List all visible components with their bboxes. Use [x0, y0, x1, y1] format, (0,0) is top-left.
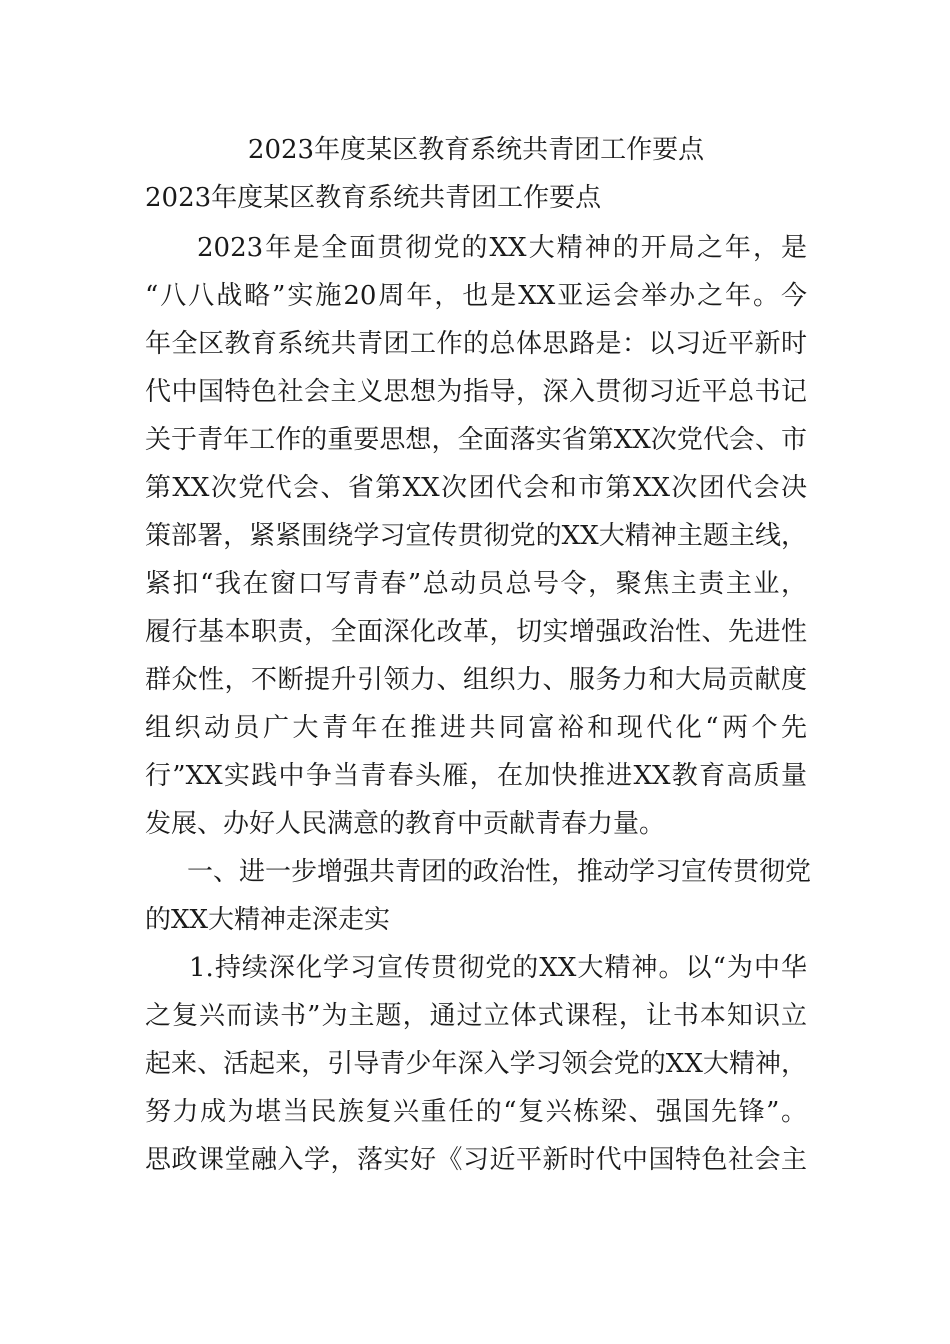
- paragraph-line: 群众性，不断提升引领力、组织力、服务力和大局贡献度: [145, 665, 807, 695]
- paragraph-line: “八八战略”实施20周年，也是XX亚运会举办之年。今: [145, 281, 807, 311]
- item-1-paragraph: [145, 944, 807, 1184]
- paragraph-line: 2023年是全面贯彻党的XX大精神的开局之年，是: [197, 233, 807, 263]
- intro-paragraph: [145, 224, 807, 848]
- paragraph-line: 策部署，紧紧围绕学习宣传贯彻党的XX大精神主题主线，: [145, 521, 807, 551]
- document-title: 2023年度某区教育系统共青团工作要点: [247, 135, 705, 165]
- heading-line: 的XX大精神走深走实: [145, 905, 391, 935]
- document-subtitle: 2023年度某区教育系统共青团工作要点: [145, 183, 602, 213]
- paragraph-line: 关于青年工作的重要思想，全面落实省第XX次党代会、市: [145, 425, 807, 455]
- paragraph-line: 思政课堂融入学，落实好《习近平新时代中国特色社会主: [145, 1145, 807, 1175]
- paragraph-line: 发展、办好人民满意的教育中贡献青春力量。: [145, 809, 666, 839]
- paragraph-line: 履行基本职责，全面深化改革，切实增强政治性、先进性: [145, 617, 807, 647]
- document-page: [145, 128, 812, 1184]
- paragraph-line: 起来、活起来，引导青少年深入学习领会党的XX大精神，: [145, 1049, 807, 1079]
- paragraph-line: 努力成为堪当民族复兴重任的“复兴栋梁、强国先锋”。: [145, 1097, 807, 1127]
- paragraph-line: 之复兴而读书”为主题，通过立体式课程，让书本知识立: [145, 1001, 807, 1031]
- paragraph-line: 代中国特色社会主义思想为指导，深入贯彻习近平总书记: [145, 377, 807, 407]
- paragraph-line: 第XX次党代会、省第XX次团代会和市第XX次团代会决: [145, 473, 807, 503]
- heading-line: 一、进一步增强共青团的政治性，推动学习宣传贯彻党: [187, 857, 812, 887]
- section-heading-1: [145, 848, 812, 944]
- paragraph-line: 紧扣“我在窗口写青春”总动员总号令，聚焦主责主业，: [145, 569, 807, 599]
- paragraph-line: 组织动员广大青年在推进共同富裕和现代化“两个先: [145, 713, 807, 743]
- paragraph-line: 行”XX实践中争当青春头雁，在加快推进XX教育高质量: [145, 761, 807, 791]
- paragraph-line: 年全区教育系统共青团工作的总体思路是：以习近平新时: [145, 329, 807, 359]
- paragraph-line: 1.持续深化学习宣传贯彻党的XX大精神。以“为中华: [189, 953, 807, 983]
